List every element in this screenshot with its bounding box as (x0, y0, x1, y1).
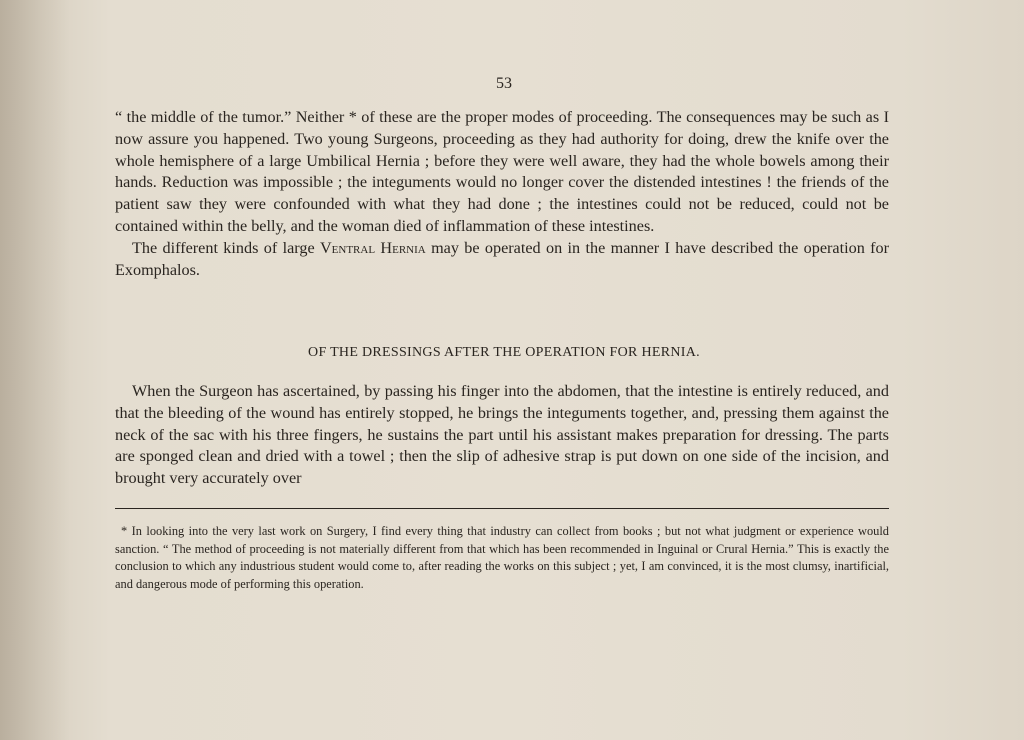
paragraph-2 (115, 238, 889, 282)
paragraph-2-pre: The different kinds of large (132, 238, 320, 257)
section-heading: OF THE DRESSINGS AFTER THE OPERATION FOR HERNIA. (308, 345, 700, 360)
page-number: 53 (496, 75, 512, 92)
body-text-upper (115, 107, 889, 281)
paragraph-1: “ the middle of the tumor.” Neither * of these are the proper modes of proceeding. The consequences may be such as I now assure you happened. Two young Surgeons, proceeding as they had authority for doing, drew the knife over the whole hemisphere of a large Umbilical Hernia ; before they were well aware, they had the whole bowels among their hands. Reduction was impossible ; the integuments would no longer cover the distended intestines ! the friends of the patient saw they were confounded with what they had done ; the intestines could not be reduced, could not be contained within the belly, and the woman died of inflammation of these intestines. (115, 108, 889, 235)
paragraph-2-post: may be operated on in the manner I have described the operation for Exomphalos. (115, 238, 890, 279)
footnote (115, 523, 889, 593)
paragraph-3: When the Surgeon has ascertained, by passing his finger into the abdomen, that the intestine is entirely reduced, and that the bleeding of the wound has entirely stopped, he brings the integuments together, and, pressing them against the neck of the sac with his three fingers, he sustains the part until his assistant makes preparation for dressing. The parts are sponged clean and dried with a towel ; then the slip of adhesive strap is put down on one side of the incision, and brought very accurately over (115, 382, 889, 488)
footnote-text: * In looking into the very last work on Surgery, I find every thing that industry can collect from books ; but not what judgment or experience would sanction. “ The method of proceeding is not materially different from that which has been recommended in Inguinal or Crural Hernia.” This is exactly the conclusion to which any industrious student would come to, after reading the works on this subject ; yet, I am convinced, it is the most clumsy, inartificial, and dangerous mode of performing this operation. (115, 524, 889, 591)
ventral-hernia-term: Ventral Hernia (319, 238, 426, 257)
body-text-lower (115, 381, 889, 490)
footnote-divider (115, 508, 889, 509)
gutter-shadow (0, 0, 70, 740)
